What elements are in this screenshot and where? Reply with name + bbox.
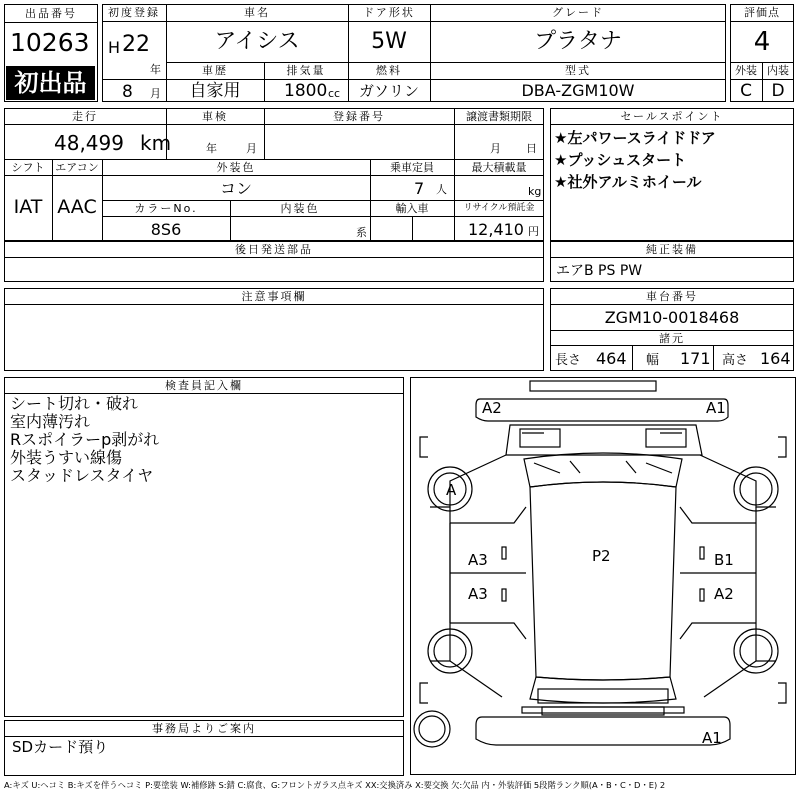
name-label: 車名 <box>244 6 270 19</box>
office-text: SDカード預り <box>12 738 109 756</box>
interior-color-unit: 系 <box>356 226 367 239</box>
exterior-grade-label: 外装 <box>735 64 757 77</box>
exterior-grade: C <box>740 81 752 101</box>
height: 164 <box>760 349 791 368</box>
later-parts-label: 後日発送部品 <box>235 243 313 256</box>
recycle-label: リサイクル預託金 <box>463 203 535 213</box>
reg-month: 8 <box>122 82 133 102</box>
inspector-label: 検査員記入欄 <box>165 379 243 392</box>
load-label: 最大積載量 <box>471 161 527 174</box>
score: 4 <box>753 27 771 57</box>
car-outline <box>410 377 796 775</box>
damage-mark-a2-front: A2 <box>482 399 502 417</box>
model-label: 型式 <box>565 64 591 77</box>
shift-label: シフト <box>11 161 45 174</box>
notes-label: 注意事項欄 <box>241 290 307 303</box>
width-label: 幅 <box>646 353 660 368</box>
height-label: 高さ <box>722 353 749 368</box>
load-unit: kg <box>528 185 542 198</box>
lot-number: 10263 <box>10 28 90 57</box>
capacity: 7 <box>414 179 425 198</box>
capacity-label: 乗車定員 <box>390 161 434 174</box>
reg-label: 初度登録 <box>108 6 160 19</box>
transfer-label: 譲渡書類期限 <box>466 110 532 123</box>
month-unit: 月 <box>150 87 161 100</box>
capacity-unit: 人 <box>436 183 447 196</box>
year-unit: 年 <box>150 63 161 76</box>
interior-color-label: 内装色 <box>280 202 320 215</box>
inspection-label: 車検 <box>202 110 228 123</box>
exterior-color: コン <box>219 179 252 198</box>
model: DBA-ZGM10W <box>521 81 635 100</box>
mileage-unit: km <box>140 131 172 155</box>
mileage-label: 走行 <box>72 110 98 123</box>
history-label: 車歴 <box>202 64 228 77</box>
inspector-line: スタッドレスタイヤ <box>10 466 154 485</box>
car-name: アイシス <box>214 29 300 54</box>
selling-points-label: セールスポイント <box>620 110 724 123</box>
displacement-unit: cc <box>328 87 341 100</box>
transfer-month-unit: 月 <box>490 142 501 155</box>
inspector-line: 室内薄汚れ <box>10 412 91 431</box>
width: 171 <box>680 349 711 368</box>
insp-month-unit: 月 <box>246 142 257 155</box>
office-label: 事務局よりご案内 <box>152 722 256 735</box>
mileage: 48,499 <box>54 131 124 155</box>
inspector-line: 外装うすい線傷 <box>10 448 123 467</box>
import-label: 輸入車 <box>395 202 429 215</box>
interior-grade-label: 内装 <box>767 64 789 77</box>
damage-mark-a2-right-rear-door: A2 <box>714 585 734 603</box>
grade: プラタナ <box>534 29 622 54</box>
length-label: 長さ <box>555 353 582 368</box>
inspector-line: Rスポイラーp剥がれ <box>10 430 160 449</box>
damage-mark-a3-left-rear-door: A3 <box>468 585 488 603</box>
chassis-number: ZGM10-0018468 <box>604 308 740 327</box>
car-damage-diagram <box>410 377 796 775</box>
damage-mark-a-wheel: A <box>446 481 457 499</box>
genuine-equipment: エアB PS PW <box>556 263 643 279</box>
fuel-label: 燃料 <box>376 64 402 77</box>
reg-year: 22 <box>122 32 150 57</box>
ac: AAC <box>57 196 97 218</box>
first-listing-badge: 初出品 <box>6 66 95 100</box>
ac-label: エアコン <box>55 161 99 174</box>
recycle: 12,410 <box>468 220 524 239</box>
interior-grade: D <box>771 81 785 101</box>
damage-mark-p2-roof: P2 <box>592 547 611 565</box>
exterior-color-label: 外装色 <box>216 161 256 174</box>
inspector-line: シート切れ・破れ <box>10 394 139 413</box>
score-label: 評価点 <box>744 6 780 19</box>
legend: A:キズ U:ヘコミ B:キズを伴うヘコミ P:要塗装 W:補修跡 S:錆 C:腐食、G:フロントガラス点キズ XX:交換済み X:要交換 欠:欠品 内・外装評価 5段階ランク順(A・B・C・D・E) 2 <box>4 780 666 790</box>
damage-mark-a3-left-front-door: A3 <box>468 551 488 569</box>
chassis-label: 車台番号 <box>646 290 698 303</box>
recycle-unit: 円 <box>528 225 539 238</box>
plate-label: 登録番号 <box>333 110 385 123</box>
transfer-day-unit: 日 <box>526 142 537 155</box>
insp-year-unit: 年 <box>206 142 217 155</box>
door-type: 5W <box>371 29 407 54</box>
selling-point-item: ★プッシュスタート <box>554 151 687 169</box>
damage-mark-a1-front: A1 <box>706 399 726 417</box>
lot-label: 出品番号 <box>25 7 77 20</box>
genuine-equipment-label: 純正装備 <box>646 243 698 256</box>
color-no-label: カラーNo. <box>134 202 198 215</box>
length: 464 <box>596 349 627 368</box>
damage-mark-b1-right-front-door: B1 <box>714 551 734 569</box>
color-no: 8S6 <box>150 220 182 239</box>
history: 自家用 <box>189 81 241 101</box>
selling-point-item: ★左パワースライドドア <box>554 129 716 147</box>
dims-label: 諸元 <box>659 332 685 345</box>
damage-mark-a1-rear: A1 <box>702 729 722 747</box>
shift: IAT <box>13 196 43 218</box>
displacement: 1800 <box>284 81 328 101</box>
door-label: ドア形状 <box>363 6 415 19</box>
selling-point-item: ★社外アルミホイール <box>554 173 702 191</box>
era: H <box>108 38 121 57</box>
grade-label: グレード <box>552 6 604 19</box>
fuel: ガソリン <box>358 82 419 100</box>
displacement-label: 排気量 <box>286 64 326 77</box>
